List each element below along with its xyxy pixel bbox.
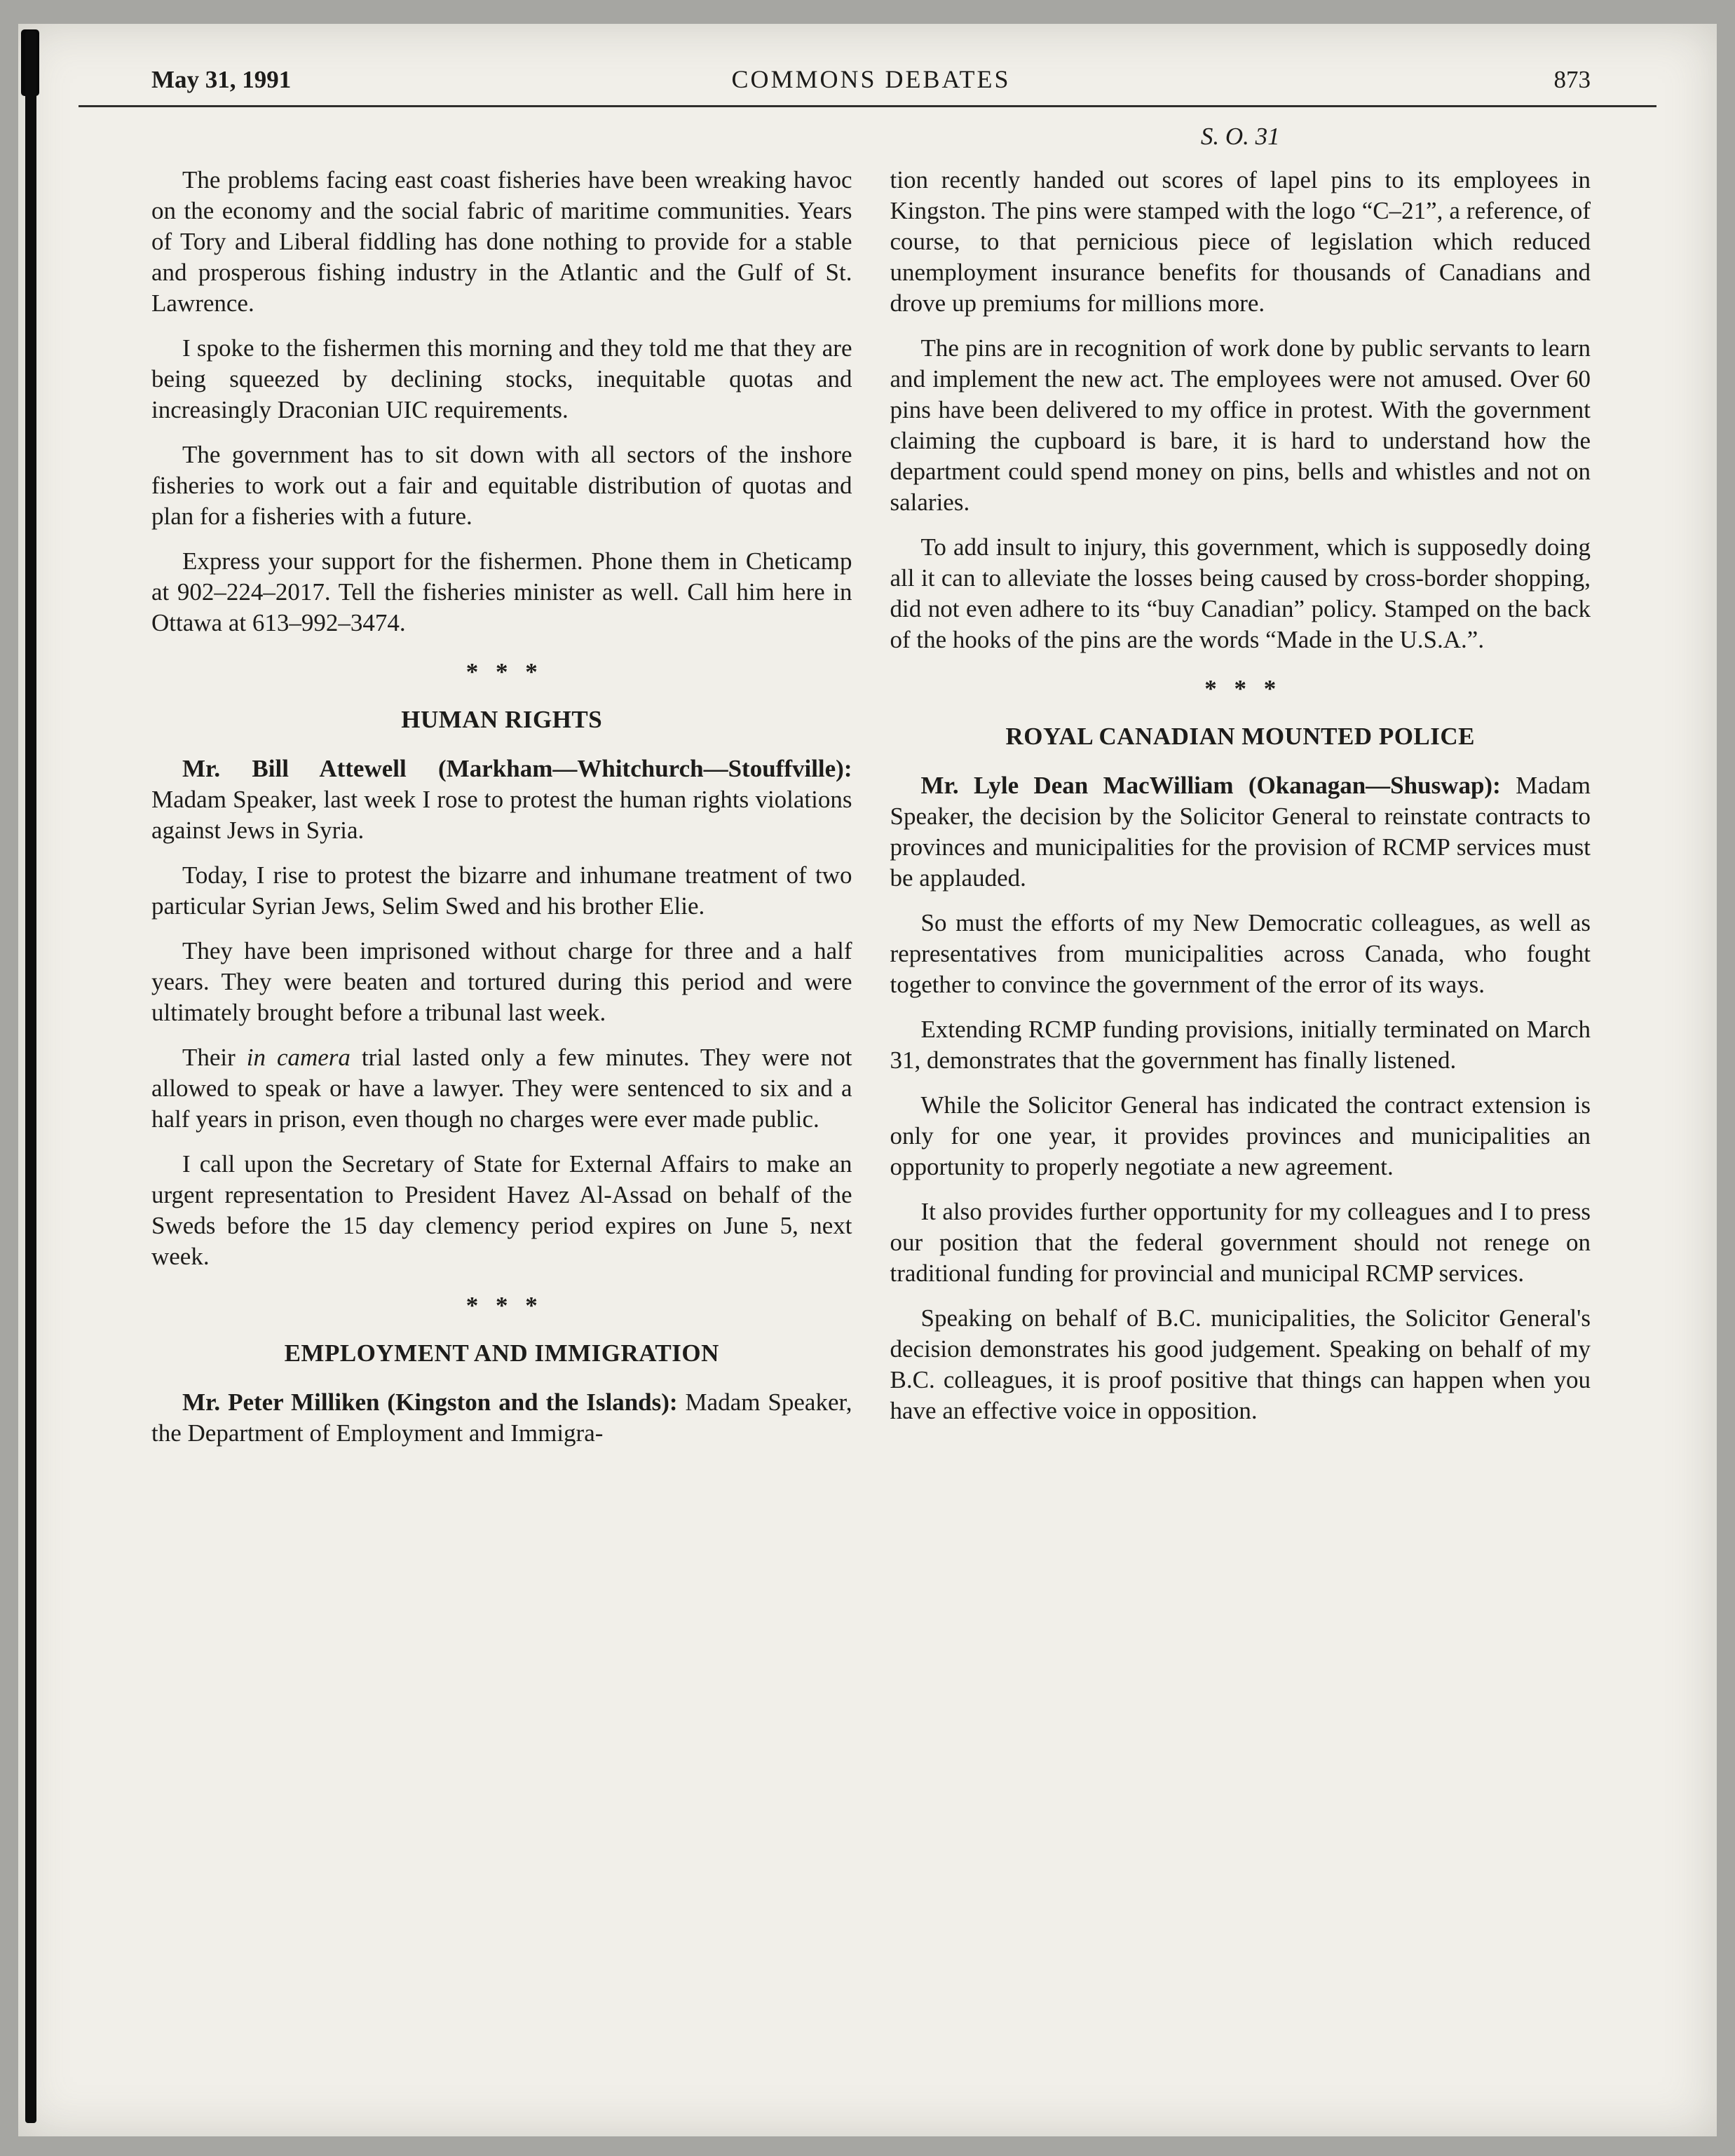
paragraph-rcmp-3: Extending RCMP funding provisions, initially terminated on March 31, demonstrates that the government has finally listened.: [890, 1016, 1591, 1074]
header-date: May 31, 1991: [151, 66, 292, 93]
paragraph-fisheries-4: Express your support for the fishermen. Phone them in Cheticamp at 902–224–2017. Tell the fisheries minister as well. Call him here in Ottawa at 613–992–3474.: [151, 547, 852, 636]
section-separator: * * *: [465, 1292, 538, 1319]
paragraph-fisheries-2: I spoke to the fishermen this morning and they told me that they are being squeezed by declining stocks, inequitable quotas and increasingly Draconian UIC requirements.: [151, 334, 852, 423]
page-header: [151, 64, 1591, 94]
paragraph-fisheries-1: The problems facing east coast fisheries have been wreaking havoc on the economy and the social fabric of maritime communities. Years of Tory and Liberal fiddling has done nothing to provide for a stable and prosperous fishing industry in the Atlantic and the Gulf of St. Lawrence.: [151, 166, 852, 317]
paragraph-human-rights-5: I call upon the Secretary of State for External Affairs to make an urgent representation to President Havez Al-Assad on behalf of the Sweds before the 15 day clemency period expires on June 5, next week.: [151, 1150, 852, 1270]
speech-paragraph-milliken: [151, 1387, 852, 1449]
paragraph-text: Their: [182, 1044, 247, 1071]
paragraph-fisheries-3: The government has to sit down with all sectors of the inshore fisheries to work out a fair and equitable distribution of quotas and plan for a fisheries with a future.: [151, 441, 852, 530]
paragraph-milliken-continuation-2: The pins are in recognition of work done by public servants to learn and implement the new act. The employees were not amused. Over 60 pins have been delivered to my office in protest. With the government claiming the cupboard is bare, it is hard to understand how the department could spend money on pins, bells and whistles and not on salaries.: [890, 334, 1591, 516]
speech-text-milliken: Madam Speaker, the Department of Employment and Immigra-: [151, 1389, 852, 1447]
speaker-name-attewell: Mr. Bill Attewell (Markham—Whitchurch—Stouffville):: [182, 755, 852, 782]
header-title: COMMONS DEBATES: [731, 65, 1011, 93]
paragraph-milliken-continuation-3: To add insult to injury, this government, which is supposedly doing all it can to alleviate the losses being caused by cross-border shopping, did not even adhere to its “buy Canadian” policy. Stamped on the back of the hooks of the pins are the words “Made in the U.S.A.”.: [890, 533, 1591, 653]
paragraph-milliken-continuation-1: tion recently handed out scores of lapel pins to its employees in Kingston. The pins were stamped with the logo “C–21”, a reference, of course, to that pernicious piece of legislation which reduced unemployment insurance benefits for thousands of Canadians and drove up premiums for millions more.: [890, 166, 1591, 317]
paragraph-rcmp-6: Speaking on behalf of B.C. municipalities, the Solicitor General's decision demonstrates his good judgement. Speaking on behalf of my B.C. colleagues, it is proof positive that things can happen when you have an effective voice in opposition.: [890, 1304, 1591, 1424]
speech-paragraph-macwilliam: [890, 770, 1591, 894]
paragraph-rcmp-4: While the Solicitor General has indicated the contract extension is only for one year, it provides provinces and municipalities an opportunity to properly negotiate a new agreement.: [890, 1091, 1591, 1180]
latin-phrase-in-camera: in camera: [246, 1044, 351, 1071]
columns: [151, 121, 1591, 1463]
paragraph-human-rights-4: [151, 1042, 852, 1135]
speech-paragraph-attewell: [151, 753, 852, 846]
heading-employment-immigration: EMPLOYMENT AND IMMIGRATION: [284, 1339, 719, 1367]
right-column: [890, 121, 1591, 1463]
heading-human-rights: HUMAN RIGHTS: [401, 706, 603, 733]
speaker-name-milliken: Mr. Peter Milliken (Kingston and the Islands):: [182, 1389, 678, 1416]
header-page-number: 873: [1553, 66, 1591, 93]
paragraph-human-rights-2: Today, I rise to protest the bizarre and inhumane treatment of two particular Syrian Jews, Selim Swed and his brother Elie.: [151, 861, 852, 920]
section-separator: * * *: [465, 658, 538, 685]
speaker-name-macwilliam: Mr. Lyle Dean MacWilliam (Okanagan—Shuswap):: [920, 772, 1501, 799]
statement-section-label: S. O. 31: [1200, 123, 1280, 150]
page-spine-shadow: [25, 31, 36, 2123]
left-column: [151, 121, 852, 1463]
paragraph-rcmp-5: It also provides further opportunity for my colleagues and I to press our position that the federal government should not renege on traditional funding for provincial and municipal RCMP services.: [890, 1198, 1591, 1287]
paragraph-human-rights-3: They have been imprisoned without charge for three and a half years. They were beaten and tortured during this period and were ultimately brought before a tribunal last week.: [151, 937, 852, 1026]
heading-rcmp: ROYAL CANADIAN MOUNTED POLICE: [1005, 723, 1476, 750]
paragraph-text: trial lasted only a few minutes. They were not allowed to speak or have a lawyer. They were sentenced to six and a half years in prison, even though no charges were ever made public.: [151, 1044, 852, 1133]
page: [18, 24, 1717, 2136]
section-separator: * * *: [1204, 675, 1277, 702]
speech-text-attewell: Madam Speaker, last week I rose to protest the human rights violations against Jews in Syria.: [151, 786, 852, 844]
speech-text-macwilliam: Madam Speaker, the decision by the Solicitor General to reinstate contracts to provinces and municipalities for the provision of RCMP services must be applauded.: [890, 772, 1591, 892]
paragraph-rcmp-2: So must the efforts of my New Democratic colleagues, as well as representatives from municipalities across Canada, who fought together to convince the government of the error of its ways.: [890, 909, 1591, 998]
header-rule: [79, 105, 1656, 107]
